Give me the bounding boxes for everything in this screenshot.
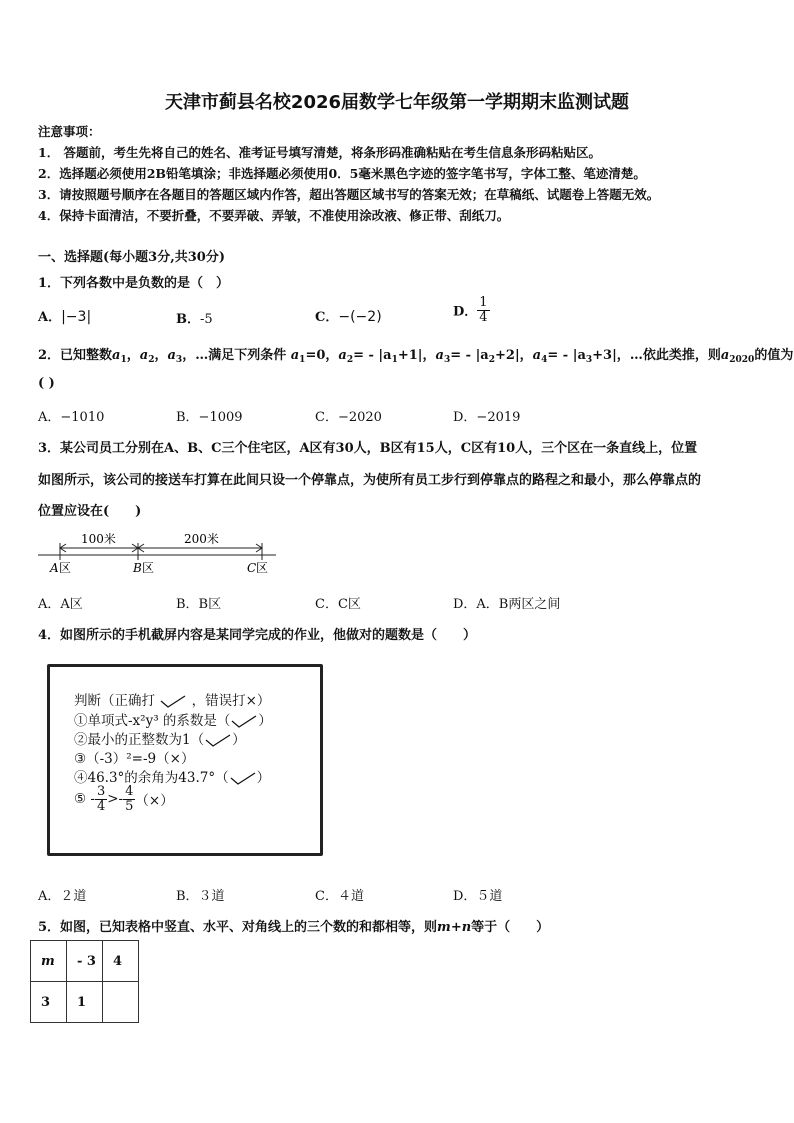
point-label-suffix: 区 bbox=[256, 561, 269, 575]
phone-line: ④46.3°的余角为43.7°（ ） bbox=[74, 770, 271, 786]
phone-screenshot-frame bbox=[47, 664, 323, 856]
q1-option-a: A．|−3| bbox=[38, 309, 92, 325]
point-label: A bbox=[50, 561, 59, 575]
section-heading: 一、选择题(每小题3分,共30分) bbox=[38, 250, 225, 265]
q2-option-b: B．−1009 bbox=[176, 410, 243, 425]
q1-option-c: C．−(−2) bbox=[315, 309, 382, 325]
check-mark-icon bbox=[229, 772, 257, 786]
notice-item: 2．选择题必须使用2B铅笔填涂；非选择题必须使用0．5毫米黑色字迹的签字笔书写，字体工整、笔迹清楚。 bbox=[38, 166, 646, 181]
check-mark-icon bbox=[204, 734, 232, 748]
point-label: C bbox=[247, 561, 257, 575]
phone-line: ③（-3）²=-9（×） bbox=[74, 751, 195, 767]
point-label-suffix: 区 bbox=[142, 561, 155, 575]
question-3-line3: 位置应设在( ) bbox=[38, 504, 142, 519]
q3-option-b: B．B区 bbox=[176, 597, 222, 612]
table-cell: - 3 bbox=[67, 941, 103, 982]
notice-item: 3．请按照题号顺序在各题目的答题区域内作答，超出答题区域书写的答案无效；在草稿纸、试题卷上答题无效。 bbox=[38, 187, 660, 202]
table-row bbox=[31, 941, 139, 982]
phone-line: 判断（正确打 ，错误打×） bbox=[74, 693, 271, 709]
q2-option-a: A．−1010 bbox=[38, 410, 105, 425]
q4-option-c: C．４道 bbox=[315, 889, 364, 904]
q1-option-b: B．-5 bbox=[176, 312, 213, 327]
q4-option-a: A．２道 bbox=[38, 889, 87, 904]
q4-option-d: D．５道 bbox=[453, 889, 503, 904]
q2-option-d: D．−2019 bbox=[453, 410, 521, 425]
check-mark-icon bbox=[230, 715, 258, 729]
point-label-suffix: 区 bbox=[59, 561, 72, 575]
distance-label: 100米 bbox=[81, 532, 116, 546]
q4-option-b: B．３道 bbox=[176, 889, 225, 904]
q3-option-a: A．A区 bbox=[38, 597, 83, 612]
number-grid-table bbox=[30, 940, 139, 1023]
table-cell: m bbox=[31, 941, 67, 982]
distance-label: 200米 bbox=[184, 532, 219, 546]
point-label: B bbox=[133, 561, 142, 575]
q3-option-d: D．A．B两区之间 bbox=[453, 597, 561, 612]
q2-paren: ( ) bbox=[38, 376, 55, 391]
question-5-stem: 5．如图，已知表格中竖直、水平、对角线上的三个数的和都相等，则m+n等于（ ） bbox=[38, 920, 550, 935]
number-line-figure bbox=[36, 528, 286, 580]
notice-item: 1． 答题前，考生先将自己的姓名、准考证号填写清楚，将条形码准确粘贴在考生信息条形码粘贴区。 bbox=[38, 145, 602, 160]
phone-line: ⑤ - $\frac{3}{4}$ >- $\frac{4}{5}$ （×） bbox=[74, 784, 174, 814]
page-title: 天津市蓟县名校2026届数学七年级第一学期期末监测试题 bbox=[164, 92, 630, 113]
check-mark-icon bbox=[159, 695, 187, 709]
table-cell: 1 bbox=[67, 982, 103, 1023]
question-3-line1: 3．某公司员工分别在A、B、C三个住宅区，A区有30人，B区有15人，C区有10人，三个区在一条直线上，位置 bbox=[38, 441, 698, 456]
question-3-line2: 如图所示，该公司的接送车打算在此间只设一个停靠点，为使所有员工步行到停靠点的路程之和最小，那么停靠点的 bbox=[38, 473, 702, 488]
q3-option-c: C．C区 bbox=[315, 597, 361, 612]
question-4-stem: 4．如图所示的手机截屏内容是某同学完成的作业，他做对的题数是（ ） bbox=[38, 628, 477, 643]
q1-option-d: D． $\frac{1}{4}$ bbox=[453, 295, 488, 325]
table-cell: 4 bbox=[103, 941, 139, 982]
table-cell bbox=[103, 982, 139, 1023]
phone-line: ①单项式-x²y³ 的系数是（ ） bbox=[74, 713, 272, 729]
notice-item: 4．保持卡面清洁，不要折叠，不要弄破、弄皱，不准使用涂改液、修正带、刮纸刀。 bbox=[38, 208, 510, 223]
phone-line: ②最小的正整数为1（ ） bbox=[74, 732, 246, 748]
question-1-stem: 1．下列各数中是负数的是（ ） bbox=[38, 276, 230, 291]
table-row bbox=[31, 982, 139, 1023]
table-cell: 3 bbox=[31, 982, 67, 1023]
notice-heading: 注意事项： bbox=[38, 124, 101, 139]
q2-option-c: C．−2020 bbox=[315, 410, 382, 425]
question-2-stem: 2．已知整数$a_1$，$a_2$，$a_3$，…满足下列条件 $a_1=0$，$a_2= - |a_1+1|$，$a_3= - |a_2+2|$，$a_4= - |a_3+3|$，…依此类推，则$a_{2020}$的值为 bbox=[38, 348, 794, 365]
